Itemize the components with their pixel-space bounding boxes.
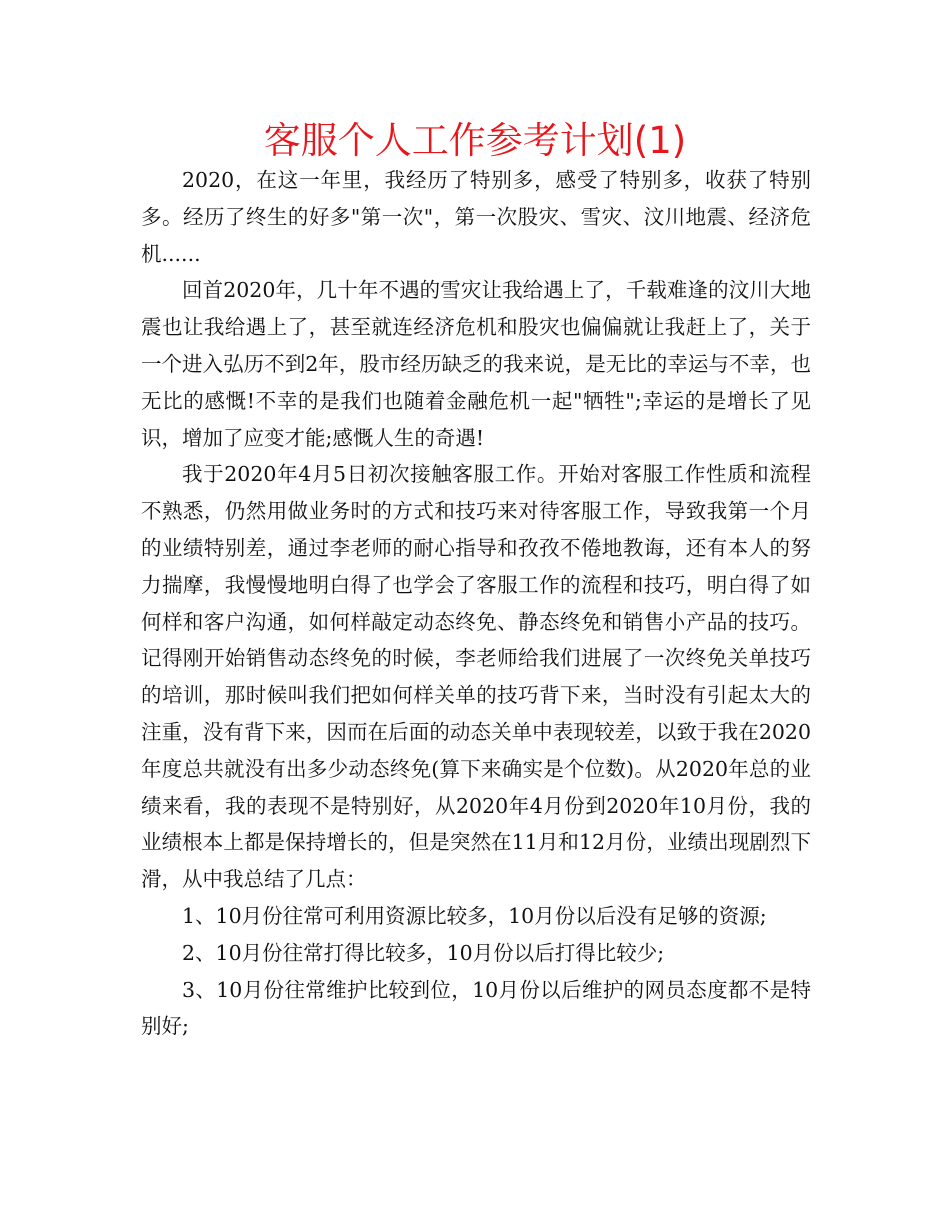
paragraph-work-history: 我于2020年4月5日初次接触客服工作。开始对客服工作性质和流程不熟悉，仍然用做业务时的方式和技巧来对待客服工作，导致我第一个月的业绩特别差，通过李老师的耐心指导和孜孜不倦地教诲，还有本人的努力揣摩，我慢慢地明白得了也学会了客服工作的流程和技巧，明白得了如何样和客户沟通，如何样敲定动态终免、静态终免和销售小产品的技巧。记得刚开始销售动态终免的时候，李老师给我们进展了一次终免关单技巧的培训，那时候叫我们把如何样关单的技巧背下来，当时没有引起太大的注重，没有背下来，因而在后面的动态关单中表现较差，以致于我在2020年度总共就没有出多少动态终免(算下来确实是个位数)。从2020年总的业绩来看，我的表现不是特别好，从2020年4月份到2020年10月份，我的业绩根本上都是保持增长的，但是突然在11月和12月份，业绩出现剧烈下滑，从中我总结了几点：	[141, 462, 811, 892]
document-body	[141, 162, 811, 1045]
document-title: 客服个人工作参考计划(1)	[263, 119, 687, 162]
paragraph-review: 回首2020年，几十年不遇的雪灾让我给遇上了，千载难逢的汶川大地震也让我给遇上了，甚至就连经济危机和股灾也偏偏就让我赶上了，关于一个进入弘历不到2年，股市经历缺乏的我来说，是无比的幸运与不幸，也无比的感慨!不幸的是我们也随着金融危机一起"牺牲";幸运的是增长了见识，增加了应变才能;感慨人生的奇遇!	[141, 278, 811, 450]
list-item-point-2: 2、10月份往常打得比较多，10月份以后打得比较少;	[182, 940, 665, 965]
paragraph-intro: 2020，在这一年里，我经历了特别多，感受了特别多，收获了特别多。经历了终生的好多"第一次"，第一次股灾、雪灾、汶川地震、经济危机......	[141, 168, 811, 266]
list-item-point-3: 3、10月份往常维护比较到位，10月份以后维护的网员态度都不是特别好;	[141, 977, 811, 1039]
list-item-point-1: 1、10月份往常可利用资源比较多，10月份以后没有足够的资源;	[182, 903, 767, 928]
